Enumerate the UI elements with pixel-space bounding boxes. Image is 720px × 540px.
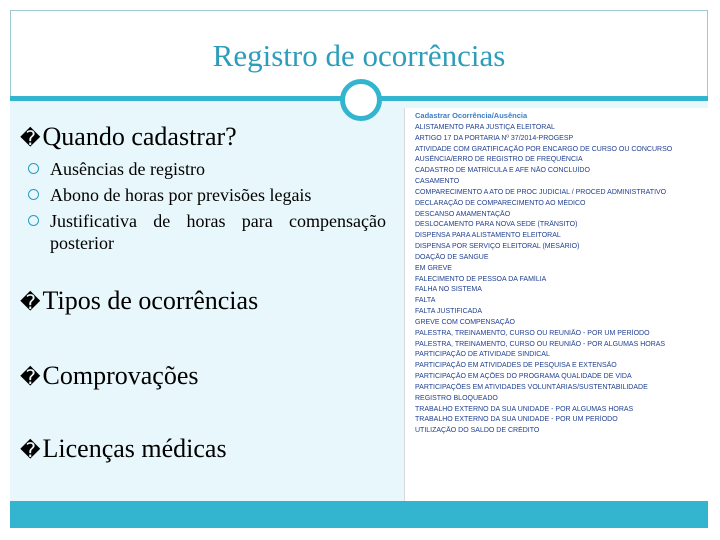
- occurrence-item[interactable]: DECLARAÇÃO DE COMPARECIMENTO AO MÉDICO: [415, 199, 586, 207]
- list-item: Abono de horas por previsões legais: [50, 184, 386, 206]
- occurrence-item[interactable]: DISPENSA POR SERVIÇO ELEITORAL (MESÁRIO): [415, 243, 580, 251]
- occurrence-item[interactable]: ALISTAMENTO PARA JUSTIÇA ELEITORAL: [415, 124, 555, 131]
- ring-ornament: [340, 79, 382, 121]
- occurrence-item[interactable]: TRABALHO EXTERNO DA SUA UNIDADE - POR UM PERÍODO: [415, 416, 618, 424]
- occurrence-item[interactable]: DISPENSA PARA ALISTAMENTO ELEITORAL: [415, 232, 561, 240]
- occurrence-item[interactable]: DESLOCAMENTO PARA NOVA SEDE (TRÂNSITO): [415, 221, 578, 229]
- bullet-icon: �: [20, 126, 41, 150]
- heading-tipos-de-ocorrencias: �Tipos de ocorrências: [20, 286, 259, 315]
- occurrence-item[interactable]: CASAMENTO: [415, 178, 460, 186]
- occurrence-item[interactable]: ARTIGO 17 DA PORTARIA Nº 37/2014-PROGESP: [415, 134, 574, 142]
- occurrence-item[interactable]: PARTICIPAÇÃO EM ATIVIDADES DE PESQUISA E EXTENSÃO: [415, 362, 617, 370]
- bullet-icon: �: [20, 365, 41, 389]
- list-item: Justificativa de horas para compensação posterior: [50, 210, 386, 254]
- occurrence-item[interactable]: FALTA: [415, 297, 436, 305]
- occurrence-item[interactable]: FALHA NO SISTEMA: [415, 286, 482, 294]
- heading-quando-cadastrar: �Quando cadastrar?: [20, 122, 237, 151]
- heading-licencas-medicas: �Licenças médicas: [20, 434, 227, 463]
- occurrence-item[interactable]: ATIVIDADE COM GRATIFICAÇÃO POR ENCARGO DE CURSO OU CONCURSO: [415, 145, 673, 153]
- occurrence-item[interactable]: PALESTRA, TREINAMENTO, CURSO OU REUNIÃO - POR UM PERÍODO: [415, 329, 650, 337]
- occurrence-types-screenshot: [404, 108, 708, 501]
- occurrence-item[interactable]: COMPARECIMENTO A ATO DE PROC JUDICIAL / PROCED ADMINISTRATIVO: [415, 188, 667, 196]
- screenshot-header: Cadastrar Ocorrência/Ausência: [415, 111, 528, 120]
- heading-comprovacoes: �Comprovações: [20, 361, 199, 390]
- slide-title: Registro de ocorrências: [212, 38, 506, 73]
- occurrence-item[interactable]: FALECIMENTO DE PESSOA DA FAMÍLIA: [415, 275, 547, 283]
- occurrence-item[interactable]: GREVE COM COMPENSAÇÃO: [415, 318, 515, 326]
- occurrence-item[interactable]: DOAÇÃO DE SANGUE: [415, 253, 489, 261]
- occurrence-item[interactable]: PALESTRA, TREINAMENTO, CURSO OU REUNIÃO - POR ALGUMAS HORAS: [415, 340, 666, 348]
- occurrence-item[interactable]: EM GREVE: [415, 264, 452, 272]
- occurrence-item[interactable]: CADASTRO DE MATRÍCULA E AFE NÃO CONCLUÍDO: [415, 167, 590, 175]
- circle-bullet-icon: [28, 189, 39, 200]
- footer-band: [10, 501, 708, 528]
- list-item: Ausências de registro: [50, 158, 386, 180]
- circle-bullet-icon: [28, 163, 39, 174]
- bullet-icon: �: [20, 438, 41, 462]
- occurrence-item[interactable]: PARTICIPAÇÃO DE ATIVIDADE SINDICAL: [415, 351, 550, 359]
- occurrence-item[interactable]: REGISTRO BLOQUEADO: [415, 394, 498, 402]
- occurrence-item[interactable]: PARTICIPAÇÃO EM AÇÕES DO PROGRAMA QUALIDADE DE VIDA: [415, 373, 632, 381]
- occurrence-item[interactable]: TRABALHO EXTERNO DA SUA UNIDADE - POR ALGUMAS HORAS: [415, 405, 634, 413]
- occurrence-item[interactable]: DESCANSO AMAMENTAÇÃO: [415, 210, 511, 218]
- occurrence-item[interactable]: UTILIZAÇÃO DO SALDO DE CRÉDITO: [415, 427, 540, 435]
- occurrence-item[interactable]: AUSÊNCIA/ERRO DE REGISTRO DE FREQUÊNCIA: [415, 156, 583, 164]
- occurrence-item[interactable]: PARTICIPAÇÕES EM ATIVIDADES VOLUNTÁRIAS/SUSTENTABILIDADE: [415, 383, 648, 391]
- circle-bullet-icon: [28, 215, 39, 226]
- bullet-icon: �: [20, 290, 41, 314]
- occurrence-item[interactable]: FALTA JUSTIFICADA: [415, 308, 483, 316]
- occurrence-list: [415, 123, 705, 437]
